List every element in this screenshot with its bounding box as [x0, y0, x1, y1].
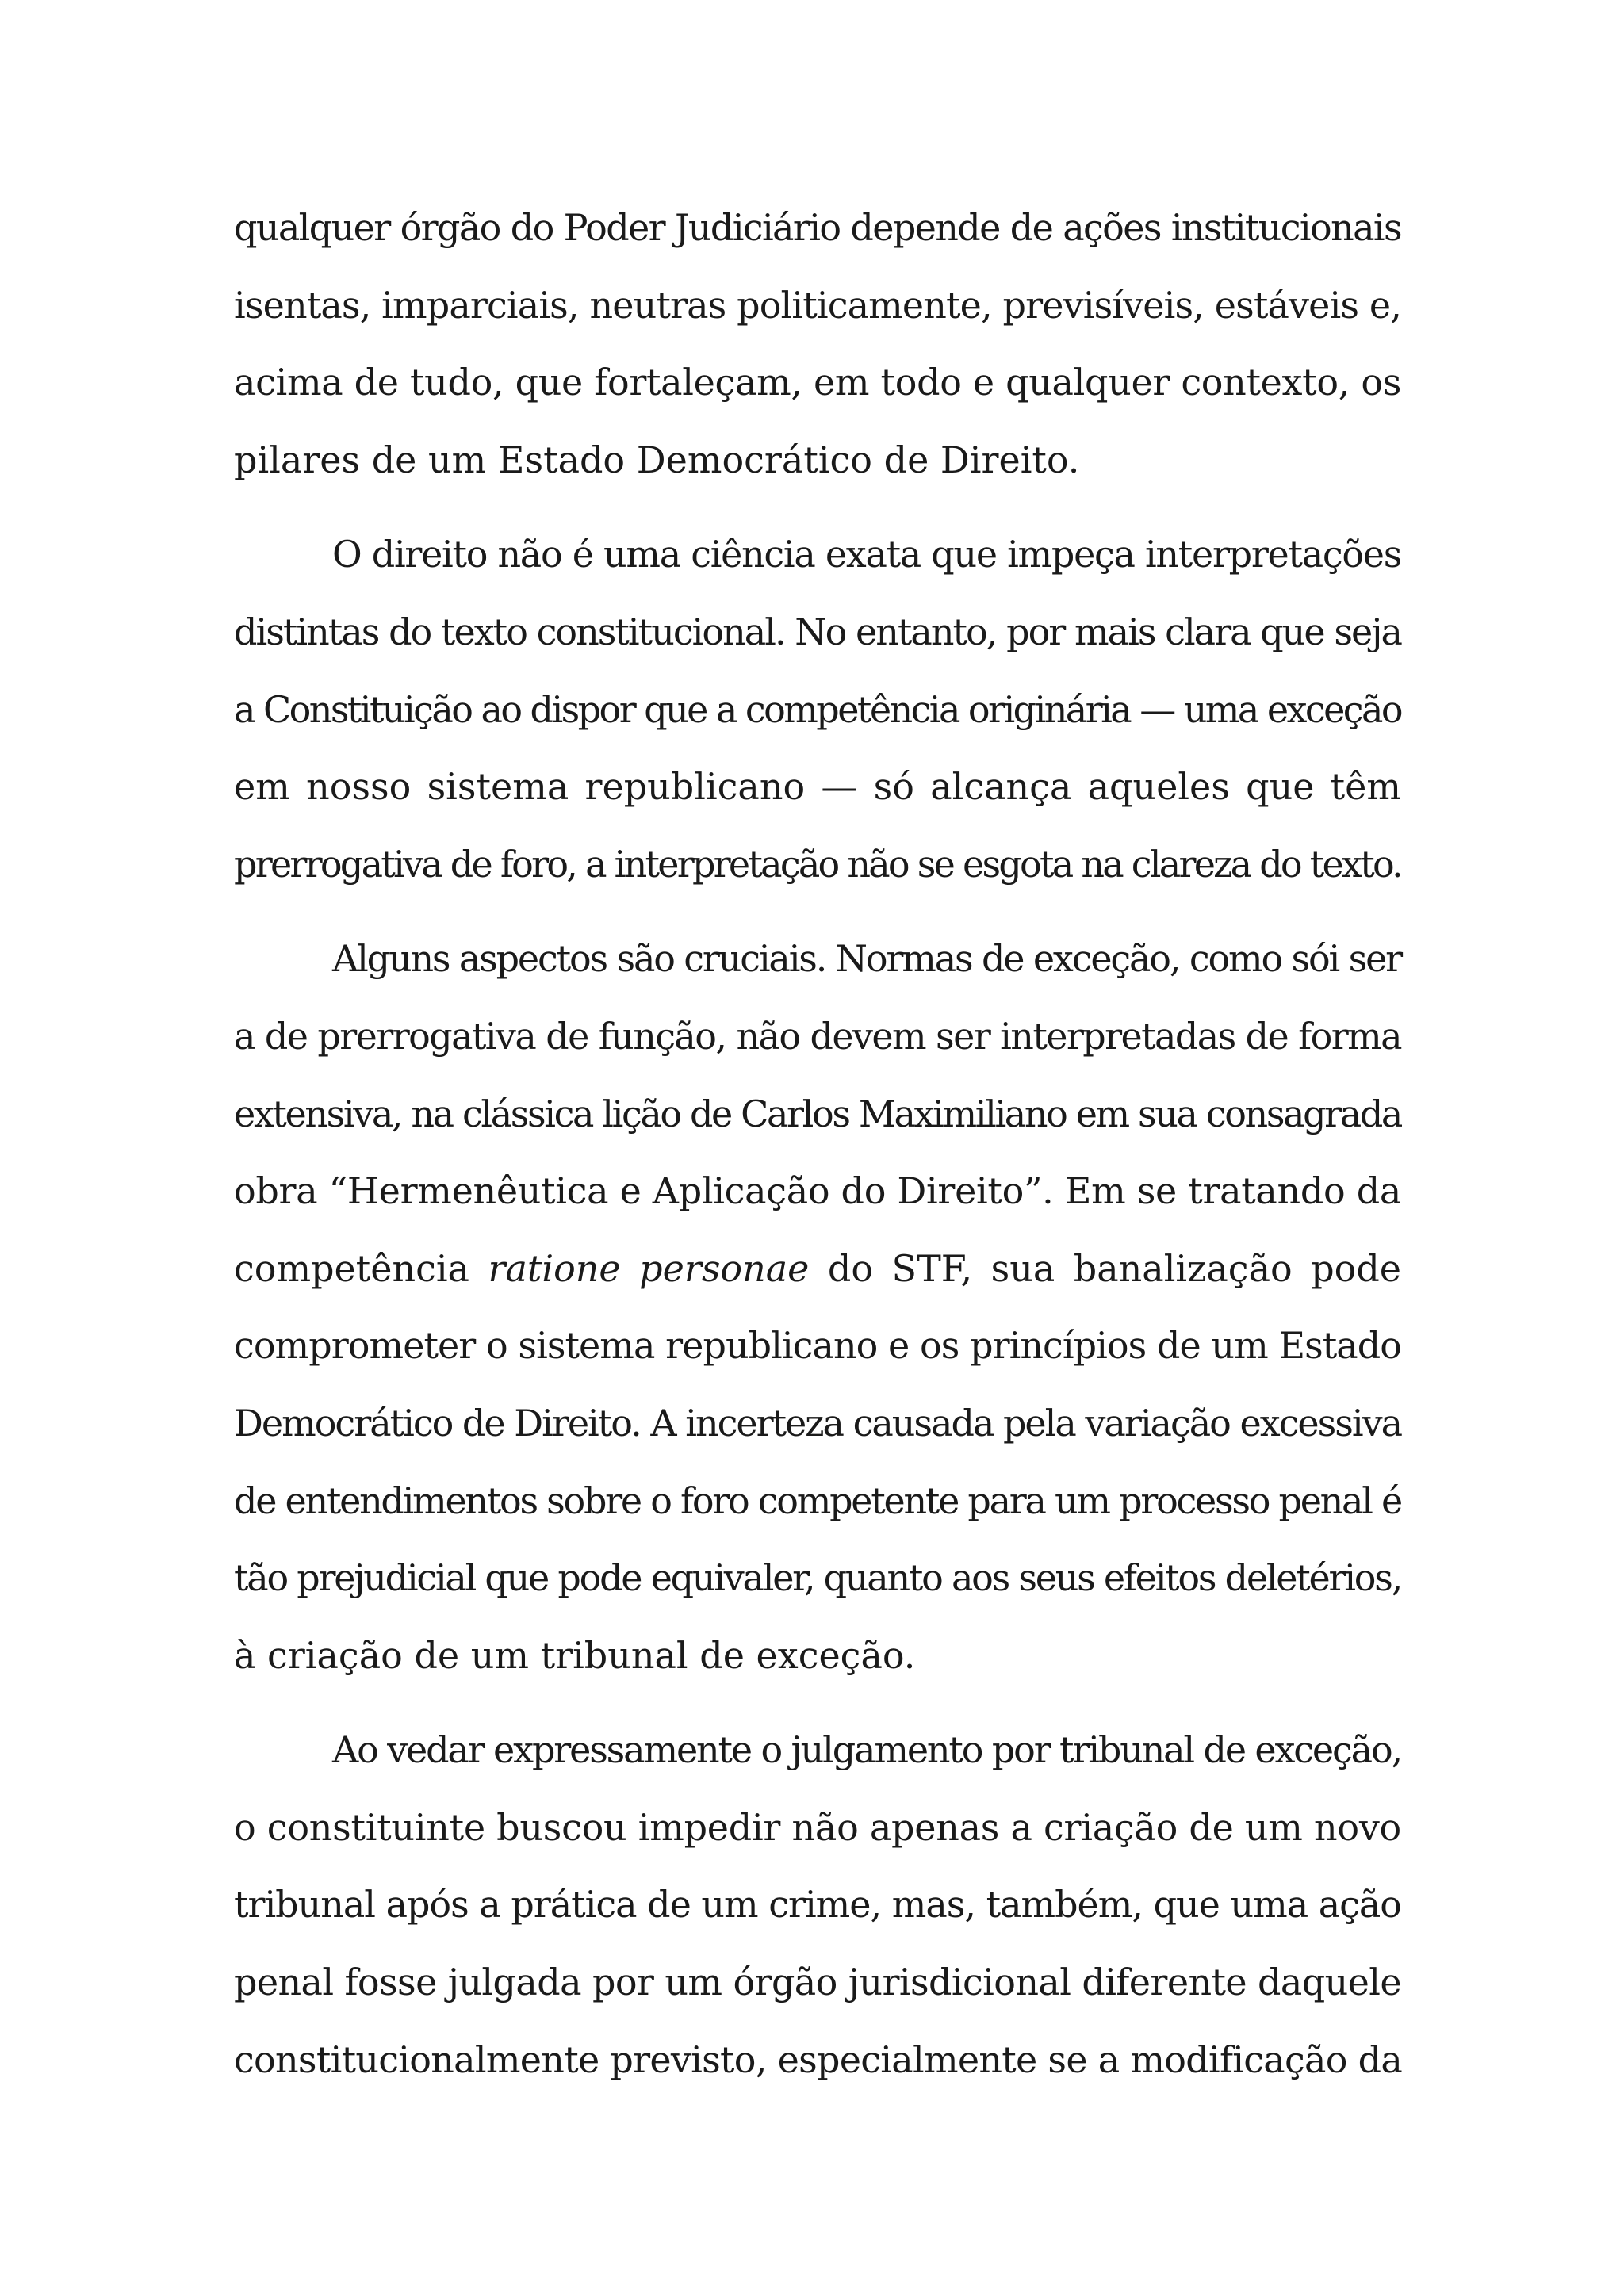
text-line-with-italic	[234, 1230, 1401, 1308]
text-line: a Constituição ao dispor que a competência originária — uma exceção	[234, 687, 1401, 731]
text-line: penal fosse julgada por um órgão jurisdicional diferente daquele	[234, 1961, 1401, 2004]
body-text	[234, 189, 1401, 2099]
italic-term: ratione personae	[488, 1246, 810, 1290]
text-line: prerrogativa de foro, a interpretação não se esgota na clareza do texto.	[234, 842, 1401, 886]
text-line: O direito não é uma ciência exata que impeça interpretações	[332, 533, 1402, 576]
paragraph-2	[234, 516, 1401, 903]
paragraph-3	[234, 920, 1401, 1694]
text-line: tão prejudicial que pode equivaler, quanto aos seus efeitos deletérios,	[234, 1556, 1401, 1600]
text-line: à criação de um tribunal de exceção.	[234, 1633, 916, 1677]
text-line: Democrático de Direito. A incerteza causada pela variação excessiva	[234, 1401, 1402, 1445]
text-line: extensiva, na clássica lição de Carlos Maximiliano em sua consagrada	[234, 1092, 1401, 1135]
text-line: comprometer o sistema republicano e os princípios de um Estado	[234, 1324, 1401, 1368]
paragraph-4	[234, 1712, 1401, 2099]
text-line: distintas do texto constitucional. No entanto, por mais clara que seja	[234, 610, 1401, 653]
text-line: acima de tudo, que fortaleçam, em todo e qualquer contexto, os	[234, 361, 1401, 404]
text-line: a de prerrogativa de função, não devem ser interpretadas de forma	[234, 1014, 1401, 1058]
text-segment: do STF, sua banalização pode	[809, 1246, 1401, 1290]
text-line: isentas, imparciais, neutras politicamente, previsíveis, estáveis e,	[234, 283, 1401, 327]
text-line: Alguns aspectos são cruciais. Normas de exceção, como sói ser	[332, 937, 1401, 981]
text-line: em nosso sistema republicano — só alcança aqueles que têm	[234, 765, 1401, 809]
text-line: tribunal após a prática de um crime, mas, também, que uma ação	[234, 1883, 1401, 1927]
text-line: constitucionalmente previsto, especialmente se a modificação da	[234, 2038, 1403, 2081]
text-line: o constituinte buscou impedir não apenas a criação de um novo	[234, 1805, 1401, 1849]
text-line: obra “Hermenêutica e Aplicação do Direito”. Em se tratando da	[234, 1169, 1401, 1213]
text-line: qualquer órgão do Poder Judiciário depende de ações institucionais	[234, 206, 1401, 249]
text-line: de entendimentos sobre o foro competente para um processo penal é	[234, 1479, 1401, 1522]
text-line: Ao vedar expressamente o julgamento por tribunal de exceção,	[332, 1728, 1401, 1772]
paragraph-1	[234, 189, 1401, 499]
text-segment: competência	[234, 1246, 488, 1290]
text-line: pilares de um Estado Democrático de Direito.	[234, 438, 1080, 481]
